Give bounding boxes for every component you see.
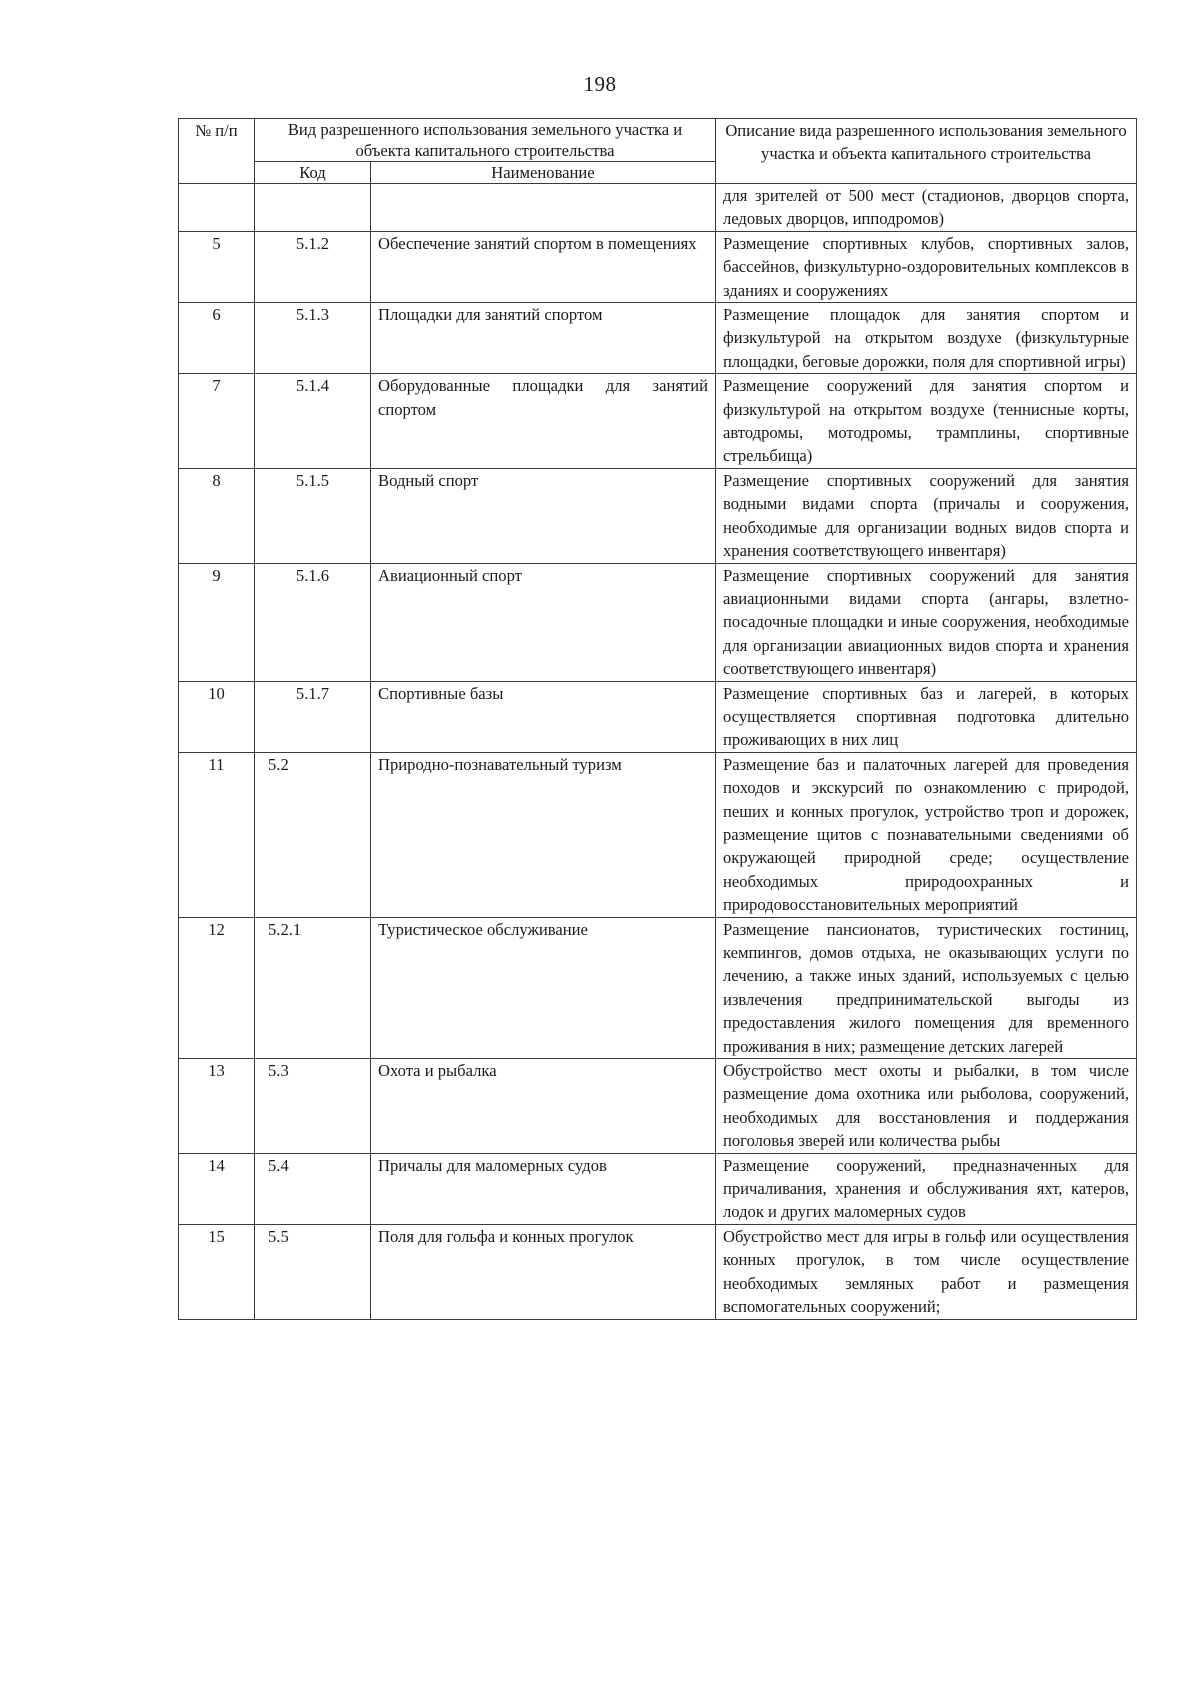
row-code: 5.1.6: [255, 563, 371, 681]
row-name: Обеспечение занятий спортом в помещениях: [371, 231, 716, 302]
table-row: [179, 917, 1137, 1058]
table-row: [179, 468, 1137, 563]
row-num: 9: [179, 563, 255, 681]
table-row: [179, 1224, 1137, 1319]
row-num: 12: [179, 917, 255, 1058]
table-row: [179, 231, 1137, 302]
row-description: Размещение спортивных баз и лагерей, в которых осуществляется спортивная подготовка длительно проживающих в них лиц: [716, 681, 1137, 752]
row-name: Причалы для маломерных судов: [371, 1153, 716, 1224]
row-description: для зрителей от 500 мест (стадионов, дворцов спорта, ледовых дворцов, ипподромов): [716, 184, 1137, 232]
row-name: Поля для гольфа и конных прогулок: [371, 1224, 716, 1319]
row-name: Авиационный спорт: [371, 563, 716, 681]
table-row: [179, 1059, 1137, 1154]
row-name: Водный спорт: [371, 468, 716, 563]
row-num: 10: [179, 681, 255, 752]
row-code: 5.4: [255, 1153, 371, 1224]
row-name: Площадки для занятий спортом: [371, 303, 716, 374]
table-row: [179, 1153, 1137, 1224]
row-num: 15: [179, 1224, 255, 1319]
row-description: Обустройство мест охоты и рыбалки, в том числе размещение дома охотника или рыболова, сооружений, необходимых для восстановления и поддержания поголовья зверей или количества рыбы: [716, 1059, 1137, 1154]
row-name: Оборудованные площадки для занятий спортом: [371, 374, 716, 469]
header-description: Описание вида разрешенного использования земельного участка и объекта капитального строительства: [716, 119, 1137, 184]
row-description: Размещение площадок для занятия спортом и физкультурой на открытом воздухе (физкультурные площадки, беговые дорожки, поля для спортивной игры): [716, 303, 1137, 374]
row-code: 5.1.3: [255, 303, 371, 374]
header-land-use-type: Вид разрешенного использования земельного участка и объекта капитального строительства: [255, 119, 716, 162]
row-num: 13: [179, 1059, 255, 1154]
row-num: 11: [179, 752, 255, 917]
row-code: 5.2: [255, 752, 371, 917]
land-use-table: [178, 118, 1137, 1320]
table-row: [179, 681, 1137, 752]
header-num: № п/п: [179, 119, 255, 184]
row-description: Обустройство мест для игры в гольф или осуществления конных прогулок, в том числе осуществление необходимых земляных работ и размещения вспомогательных сооружений;: [716, 1224, 1137, 1319]
row-code: 5.3: [255, 1059, 371, 1154]
table-row: [179, 184, 1137, 232]
row-description: Размещение пансионатов, туристических гостиниц, кемпингов, домов отдыха, не оказывающих услуги по лечению, а также иных зданий, используемых с целью извлечения предпринимательской выгоды из предоставления жилого помещения для временного проживания в них; размещение детских лагерей: [716, 917, 1137, 1058]
header-row: [179, 119, 1137, 162]
row-name: Охота и рыбалка: [371, 1059, 716, 1154]
row-description: Размещение сооружений для занятия спортом и физкультурой на открытом воздухе (теннисные корты, автодромы, мотодромы, трамплины, спортивные стрельбища): [716, 374, 1137, 469]
row-code: 5.2.1: [255, 917, 371, 1058]
row-num: [179, 184, 255, 232]
row-code: [255, 184, 371, 232]
row-code: 5.1.5: [255, 468, 371, 563]
row-code: 5.1.4: [255, 374, 371, 469]
row-num: 7: [179, 374, 255, 469]
table-row: [179, 303, 1137, 374]
header-name: Наименование: [371, 162, 716, 184]
header-code: Код: [255, 162, 371, 184]
row-description: Размещение спортивных сооружений для занятия водными видами спорта (причалы и сооружения, необходимые для организации водных видов спорта и хранения соответствующего инвентаря): [716, 468, 1137, 563]
row-code: 5.1.7: [255, 681, 371, 752]
row-name: Природно-познавательный туризм: [371, 752, 716, 917]
row-name: Спортивные базы: [371, 681, 716, 752]
table-row: [179, 752, 1137, 917]
row-name: Туристическое обслуживание: [371, 917, 716, 1058]
row-num: 5: [179, 231, 255, 302]
row-description: Размещение баз и палаточных лагерей для проведения походов и экскурсий по ознакомлению с природой, пеших и конных прогулок, устройство троп и дорожек, размещение щитов с познавательными сведениями об окружающей природной среде; осуществление необходимых природоохранных и природовосстановительных мероприятий: [716, 752, 1137, 917]
row-description: Размещение спортивных сооружений для занятия авиационными видами спорта (ангары, взлетно-посадочные площадки и иные сооружения, необходимые для организации авиационных видов спорта и хранения соответствующего инвентаря): [716, 563, 1137, 681]
page-number: 198: [583, 72, 617, 96]
row-num: 8: [179, 468, 255, 563]
row-name: [371, 184, 716, 232]
row-code: 5.1.2: [255, 231, 371, 302]
row-description: Размещение сооружений, предназначенных для причаливания, хранения и обслуживания яхт, катеров, лодок и других маломерных судов: [716, 1153, 1137, 1224]
table-row: [179, 563, 1137, 681]
row-num: 6: [179, 303, 255, 374]
row-description: Размещение спортивных клубов, спортивных залов, бассейнов, физкультурно-оздоровительных комплексов в зданиях и сооружениях: [716, 231, 1137, 302]
table-row: [179, 374, 1137, 469]
row-code: 5.5: [255, 1224, 371, 1319]
row-num: 14: [179, 1153, 255, 1224]
